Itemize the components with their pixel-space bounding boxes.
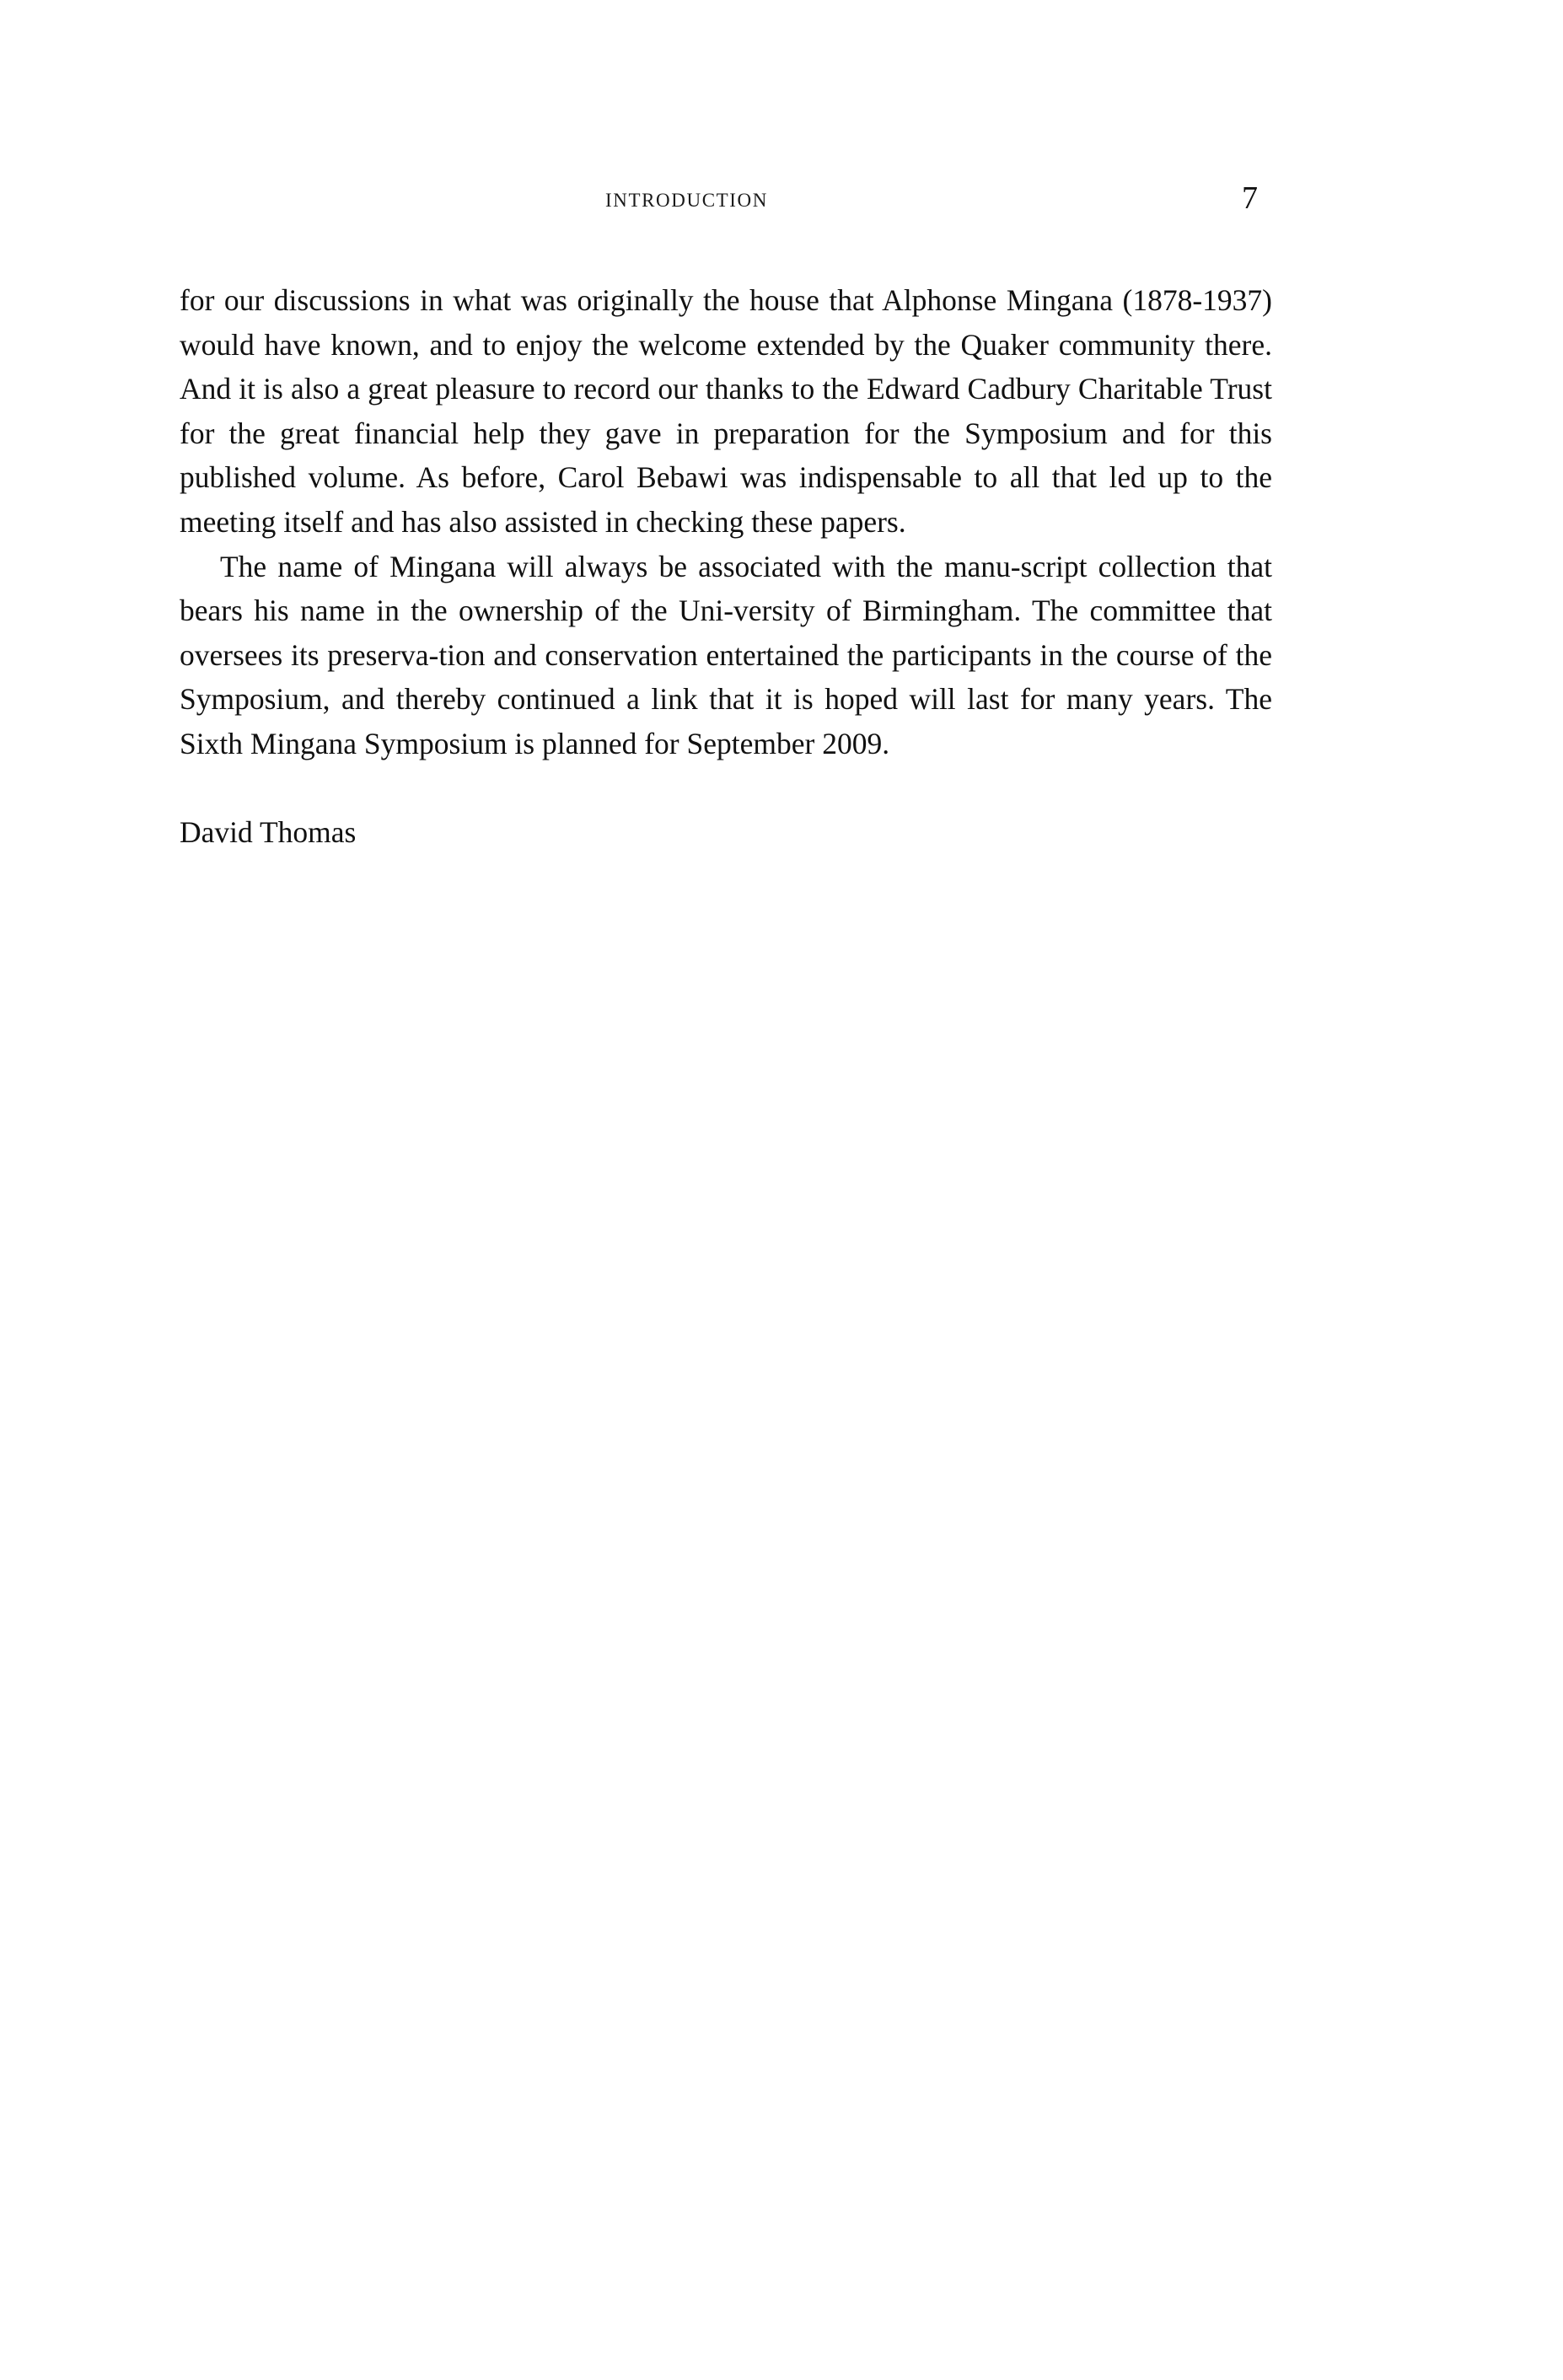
page-header (184, 180, 1280, 223)
author-signature: David Thomas (180, 814, 357, 849)
running-head: INTRODUCTION (605, 190, 768, 211)
paragraph: The name of Mingana will always be associated with the manu‐script collection that bears his name in the ownership of the Uni‐versity of Birmingham. The committee that oversees its preserva‐tion and conservation entertained the participants in the course of the Symposium, and thereby continued a link that it is hoped will last for many years. The Sixth Mingana Symposium is planned for September 2009. (180, 549, 1272, 760)
paragraph: for our discussions in what was originally the house that Alphonse Mingana (1878-1937) would have known, and to enjoy the welcome extended by the Quaker community there. And it is also a great pleasure to record our thanks to the Edward Cadbury Charitable Trust for the great financial help they gave in preparation for the Symposium and for this published volume. As before, Carol Bebawi was indispensable to all that led up to the meeting itself and has also assisted in checking these papers. (180, 283, 1272, 539)
page-number: 7 (1242, 180, 1258, 216)
body-text (180, 278, 1272, 854)
